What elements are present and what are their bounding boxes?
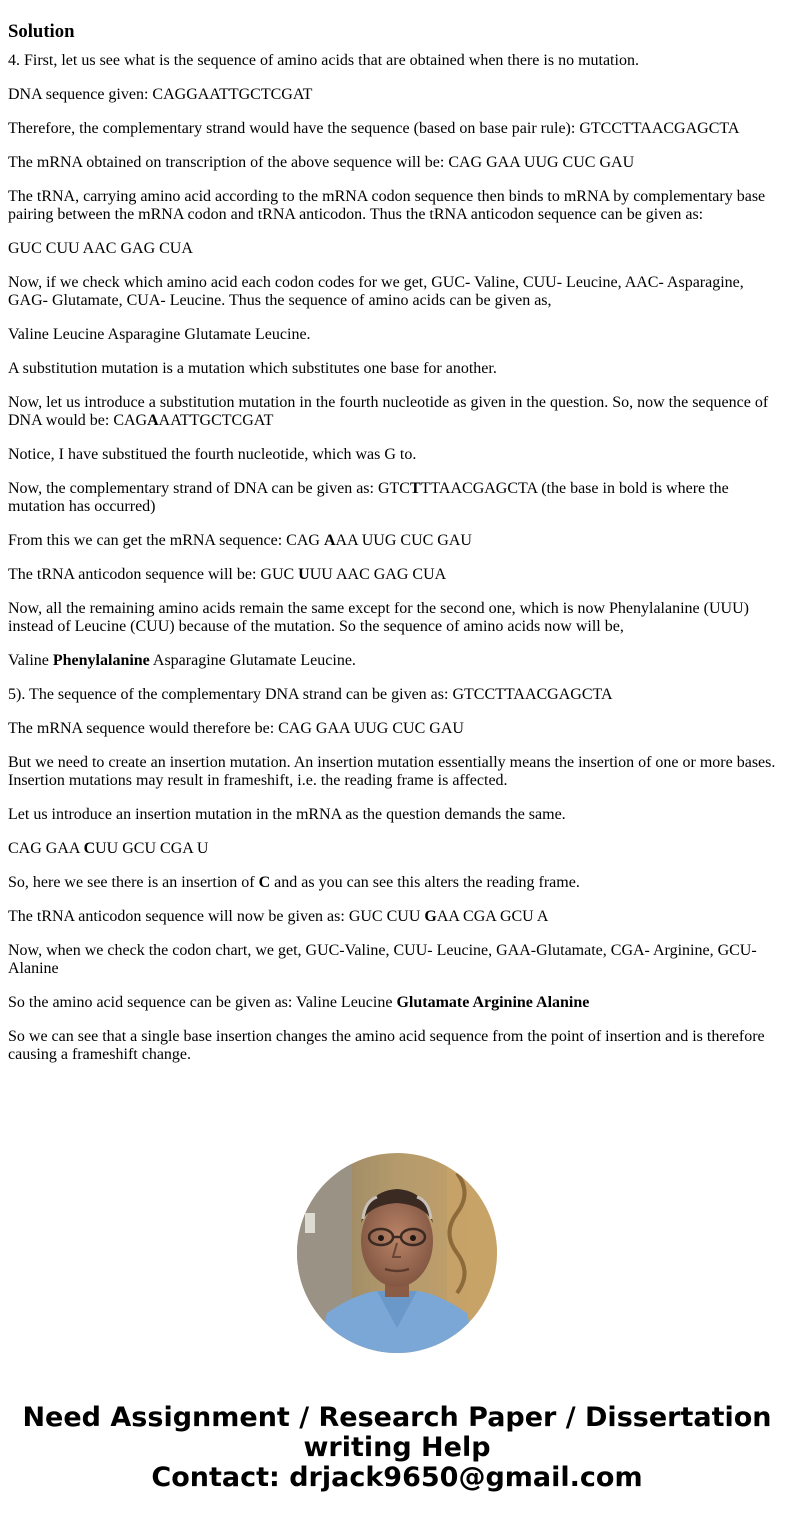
text-run: Therefore, the complementary strand would have the sequence (based on base pair rule): GTCCTTAACGAGCTA (8, 120, 740, 137)
bold-text: C (258, 874, 271, 891)
bold-text: U (298, 566, 310, 583)
text-run: So, here we see there is an insertion of (8, 874, 259, 891)
text-run: The mRNA obtained on transcription of the above sequence will be: CAG GAA UUG CUC GAU (8, 154, 635, 171)
text-run: But we need to create an insertion mutation. An insertion mutation essentially means the insertion of one or more bases. Insertion mutations may result in frameshift, i.e. the reading frame is affected. (8, 754, 776, 789)
paragraph (8, 154, 786, 172)
text-run: Now, let us introduce a substitution mutation in the fourth nucleotide as given in the question. So, now the sequence of DNA would be: CAG (8, 394, 769, 429)
paragraph (8, 874, 786, 892)
paragraph (8, 942, 786, 978)
text-run: 4. First, let us see what is the sequence of amino acids that are obtained when there is no mutation. (8, 52, 639, 69)
text-run: UU AAC GAG CUA (309, 566, 447, 583)
text-run: AA CGA GCU A (436, 908, 549, 925)
text-run: GUC CUU AAC GAG CUA (8, 240, 193, 257)
text-run: and as you can see this alters the reading frame. (270, 874, 580, 891)
text-run: Let us introduce an insertion mutation in the mRNA as the question demands the same. (8, 806, 566, 823)
paragraph (8, 120, 786, 138)
text-run: Now, all the remaining amino acids remain the same except for the second one, which is now Phenylalanine (UUU) instead of Leucine (CUU) because of the mutation. So the sequence of amino acids now will be, (8, 600, 749, 635)
paragraph (8, 480, 786, 516)
text-run: The mRNA sequence would therefore be: CAG GAA UUG CUC GAU (8, 720, 464, 737)
paragraph (8, 566, 786, 584)
paragraph (8, 274, 786, 310)
paragraph (8, 806, 786, 824)
text-run: 5). The sequence of the complementary DNA strand can be given as: GTCCTTAACGAGCTA (8, 686, 613, 703)
paragraph (8, 600, 786, 636)
author-portrait-image (297, 1153, 497, 1353)
paragraph (8, 86, 786, 104)
text-run: Asparagine Glutamate Leucine. (149, 652, 356, 669)
text-run: From this we can get the mRNA sequence: CAG (8, 532, 324, 549)
paragraph (8, 188, 786, 224)
text-run: Valine (8, 652, 53, 669)
paragraph (8, 360, 786, 378)
banner-contact-email: Contact: drjack9650@gmail.com (151, 1462, 643, 1493)
text-run: So we can see that a single base insertion changes the amino acid sequence from the point of insertion and is therefore causing a frameshift change. (8, 1028, 765, 1063)
text-run: The tRNA anticodon sequence will now be given as: GUC CUU (8, 908, 425, 925)
text-run: Valine Leucine Asparagine Glutamate Leucine. (8, 326, 311, 343)
bold-text: A (147, 412, 159, 429)
paragraph (8, 908, 786, 926)
paragraph (8, 446, 786, 464)
paragraph (8, 686, 786, 704)
text-run: CAG GAA (8, 840, 84, 857)
text-run: So the amino acid sequence can be given as: Valine Leucine (8, 994, 397, 1011)
text-run: Notice, I have substitued the fourth nucleotide, which was G to. (8, 446, 417, 463)
paragraph (8, 240, 786, 258)
text-run: UU GCU CGA U (95, 840, 209, 857)
text-run: AATTGCTCGAT (158, 412, 274, 429)
bold-text: C (83, 840, 96, 857)
solution-body (8, 52, 786, 1064)
paragraph (8, 1028, 786, 1064)
paragraph (8, 840, 786, 858)
paragraph (8, 326, 786, 344)
contact-banner (0, 1403, 794, 1493)
bold-text: A (323, 532, 336, 549)
paragraph (8, 652, 786, 670)
text-run: AA UUG CUC GAU (335, 532, 472, 549)
text-run: TTAACGAGCTA (the base in bold is where the mutation has occurred) (8, 480, 729, 515)
paragraph (8, 994, 786, 1012)
text-run: Now, when we check the codon chart, we get, GUC-Valine, CUU- Leucine, GAA-Glutamate, CGA- Arginine, GCU- Alanine (8, 942, 757, 977)
paragraph (8, 720, 786, 738)
text-run: Now, the complementary strand of DNA can be given as: GTC (8, 480, 410, 497)
author-photo (297, 1153, 497, 1353)
text-run: DNA sequence given: CAGGAATTGCTCGAT (8, 86, 313, 103)
text-run: A substitution mutation is a mutation which substitutes one base for another. (8, 360, 497, 377)
bold-text: G (424, 908, 437, 925)
text-run: The tRNA, carrying amino acid according to the mRNA codon sequence then binds to mRNA by complementary base pairing between the mRNA codon and tRNA anticodon. Thus the tRNA anticodon sequence can be given as: (8, 188, 766, 223)
paragraph (8, 394, 786, 430)
text-run: Now, if we check which amino acid each codon codes for we get, GUC- Valine, CUU- Leucine, AAC- Asparagine, GAG- Glutamate, CUA- Leucine. Thus the sequence of amino acids can be given as, (8, 274, 744, 309)
paragraph (8, 532, 786, 550)
page-title: Solution (8, 21, 75, 42)
bold-text: Phenylalanine (52, 652, 150, 669)
banner-headline: Need Assignment / Research Paper / Dissertation writing Help (22, 1402, 772, 1463)
bold-text: Glutamate Arginine Alanine (396, 994, 590, 1011)
paragraph (8, 52, 786, 70)
solution-content (8, 0, 786, 1064)
text-run: The tRNA anticodon sequence will be: GUC (8, 566, 299, 583)
paragraph (8, 754, 786, 790)
bold-text: T (409, 480, 421, 497)
